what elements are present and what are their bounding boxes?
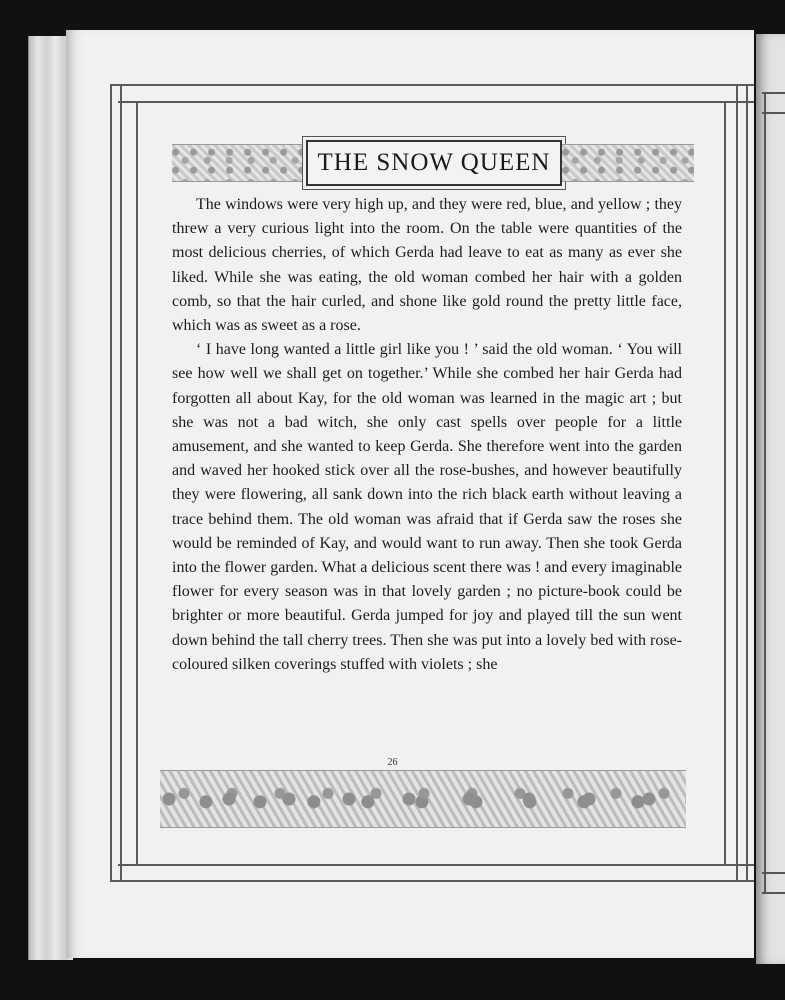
frame-line-bottom-inner: [118, 864, 754, 866]
title-banner: [172, 140, 694, 186]
paragraph: The windows were very high up, and they were red, blue, and yellow ; they threw a very curious light into the room. On the table were quantities of the most delicious cherries, of which Gerda had leave to eat as many as ever she liked. While she was eating, the old woman combed her hair with a golden comb, so that the hair curled, and shone like gold round the pretty little face, which was as sweet as a rose.: [172, 196, 682, 335]
frame-line-right-box: [724, 101, 726, 866]
frame-line-top-outer: [110, 84, 754, 86]
title-ornament-right: [562, 144, 694, 182]
footer-ornament: [160, 770, 686, 828]
title-box: [306, 140, 562, 186]
facing-page: [756, 34, 785, 964]
page-title: THE SNOW QUEEN: [317, 149, 551, 176]
frame-line-bottom-outer: [110, 880, 754, 882]
paragraph: ‘ I have long wanted a little girl like you ! ’ said the old woman. ‘ You will see how well we shall get on together.’ While she combed her hair Gerda had forgotten all about Kay, for the old woman was learned in the magic art ; but she was not a bad witch, she only cast spells over people for a little amusement, and she wanted to keep Gerda. She therefore went into the garden and waved her hooked stick over all the rose-bushes, and however beautifully they were flowering, all sank down into the rich black earth without leaving a trace behind them. The old woman was afraid that if Gerda saw the roses she would be reminded of Kay, and would want to run away. Then she took Gerda into the flower garden. What a delicious scent there was ! and every imaginable flower for every season was in that lovely garden ; no picture-book could be brighter or more beautiful. Gerda jumped for joy and played till the sun went down behind the tall cherry trees. Then she was put into a lovely bed with rose-coloured silken coverings stuffed with violets ; she: [172, 341, 682, 673]
frame-line-top-inner: [118, 101, 754, 103]
page-number: 26: [387, 757, 398, 768]
body-text: [172, 193, 682, 677]
title-ornament-left: [172, 144, 302, 182]
frame-line-left-box: [136, 101, 138, 866]
